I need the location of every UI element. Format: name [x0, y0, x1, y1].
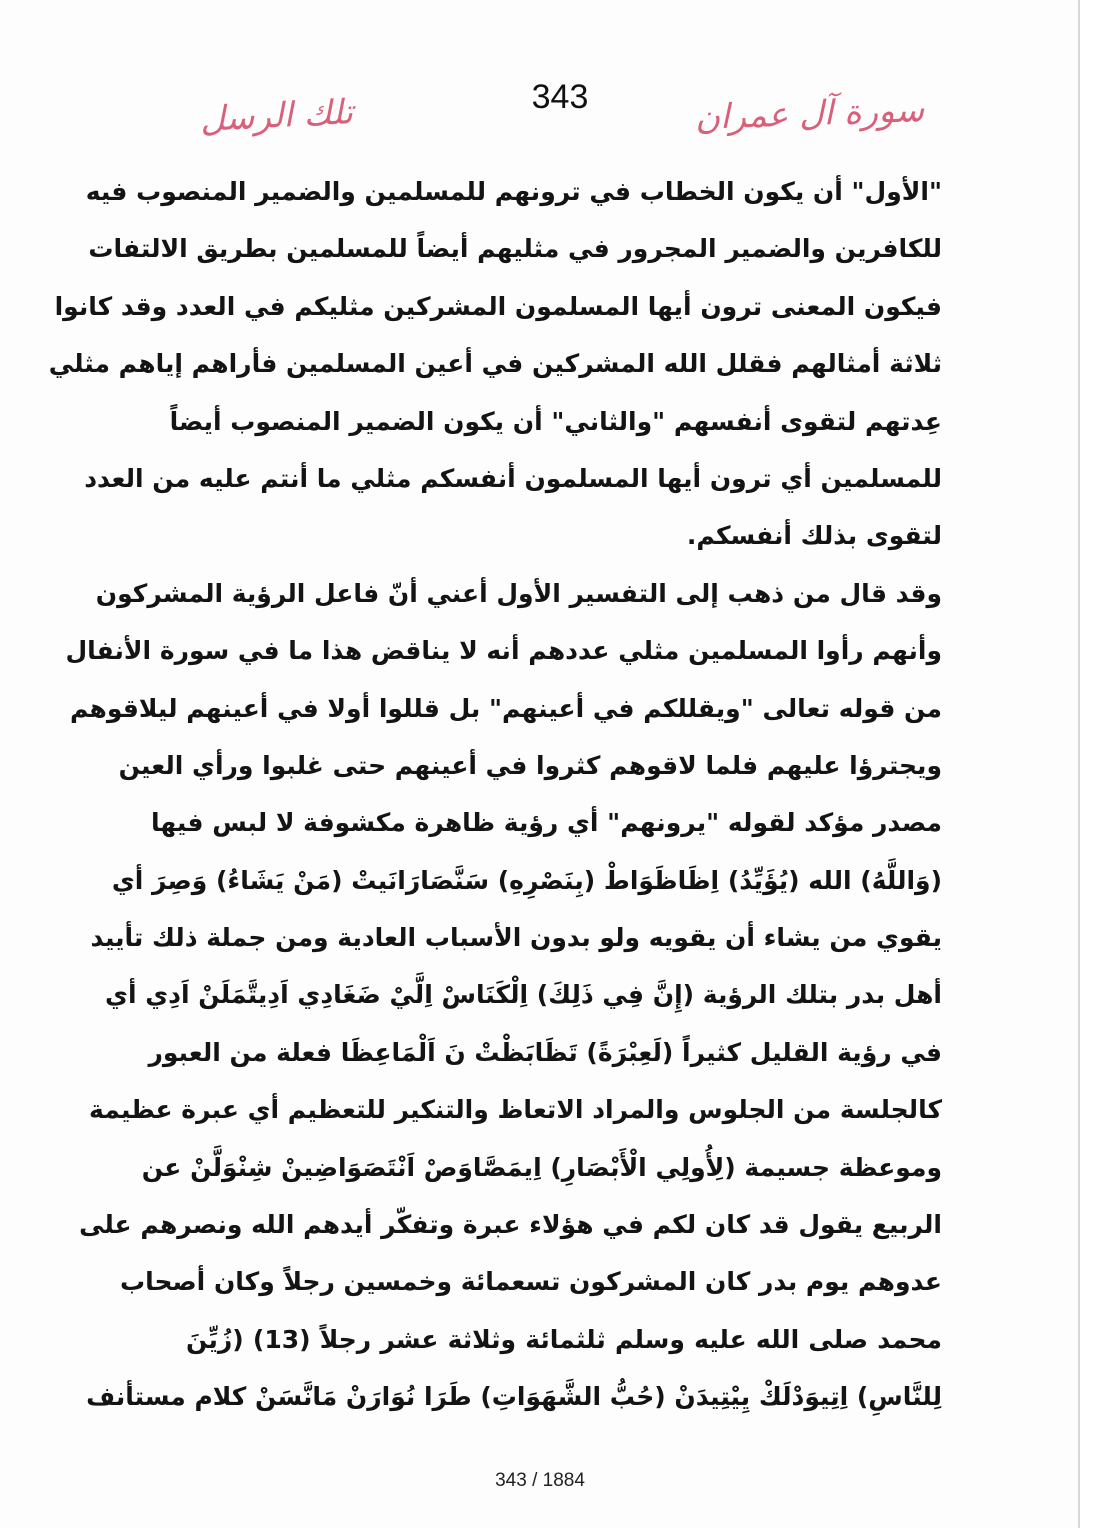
text-line: يقوي من يشاء أن يقويه ولو بدون الأسباب العادية ومن جملة ذلك تأييد	[90, 923, 942, 953]
text-line: وقد قال من ذهب إلى التفسير الأول أعني أنّ فاعل الرؤية المشركون	[95, 578, 942, 608]
text-line: الربيع يقول قد كان لكم في هؤلاء عبرة وتفكّر أيدهم الله ونصرهم على	[79, 1210, 942, 1240]
page-edge	[1078, 0, 1080, 1528]
text-line: للكافرين والضمير المجرور في مثليهم أيضاً للمسلمين بطريق الالتفات	[88, 234, 942, 264]
text-line: محمد صلى الله عليه وسلم ثلثمائة وثلاثة عشر رجلاً (13) (زُيِّنَ	[186, 1324, 942, 1354]
text-line: عِدتهم لتقوى أنفسهم "والثاني" أن يكون الضمير المنصوب أيضاً	[169, 406, 942, 436]
body-text	[48, 163, 942, 1426]
pagination-footer: 343 / 1884	[495, 1470, 585, 1491]
text-line: فيكون المعنى ترون أيها المسلمون المشركين مثليكم في العدد وقد كانوا	[54, 291, 942, 321]
text-line: وموعظة جسيمة (لِأُولِي الْأَبْصَارِ) اِيمَصَّاوَصْ اَنْتَصَوَاضِينْ شِنْوَلَّنْ عن	[141, 1152, 942, 1182]
text-line: للمسلمين أي ترون أيها المسلمون أنفسكم مثلي ما أنتم عليه من العدد	[84, 463, 942, 493]
handwritten-note-left: تلك الرسل	[199, 92, 354, 140]
text-line: (وَاللَّهُ) الله (يُؤَيِّدُ) اِظَاظَوَاطْ (بِنَصْرِهِ) سَنَّصَارَانَيتْ (مَنْ يَشَاءُ) وَصِرَ أي	[111, 865, 942, 895]
text-line: كالجلسة من الجلوس والمراد الاتعاظ والتنكير للتعظيم أي عبرة عظيمة	[89, 1095, 942, 1125]
handwritten-note-right: سورة آل عمران	[694, 90, 925, 138]
text-line: أهل بدر بتلك الرؤية (إِنَّ فِي ذَلِكَ) اِلْكَنَاسْ اِلَّيْ ضَغَادِي اَدِيتَّمَلَنْ اَدِي أي	[105, 980, 942, 1010]
text-line: ويجترؤا عليهم فلما لاقوهم كثروا في أعينهم حتى غلبوا ورأي العين	[118, 750, 942, 780]
text-line: ثلاثة أمثالهم فقلل الله المشركين في أعين المسلمين فأراهم إياهم مثلي	[48, 349, 942, 379]
text-line: مصدر مؤكد لقوله "يرونهم" أي رؤية ظاهرة مكشوفة لا لبس فيها	[151, 808, 942, 838]
page-number: 343	[531, 78, 589, 116]
text-line: في رؤية القليل كثيراً (لَعِبْرَةً) تَظَابَظْتْ نَ اَلْمَاعِظَا فعلة من العبور	[148, 1037, 942, 1067]
text-line: عدوهم يوم بدر كان المشركون تسعمائة وخمسين رجلاً وكان أصحاب	[120, 1267, 942, 1297]
text-line: لتقوى بذلك أنفسكم.	[686, 521, 942, 551]
text-line: لِلنَّاسِ) اِتِيوَدْلَكْ يِيْتِيدَنْ (حُبُّ الشَّهَوَاتِ) طَرَا نُوَارَنْ مَانَّسَنْ كلام مستأنف	[86, 1382, 942, 1412]
text-line: "الأول" أن يكون الخطاب في ترونهم للمسلمين والضمير المنصوب فيه	[85, 177, 942, 206]
text-line: من قوله تعالى "ويقللكم في أعينهم" بل قللوا أولا في أعينهم ليلاقوهم	[69, 693, 942, 723]
text-line: وأنهم رأوا المسلمين مثلي عددهم أنه لا يناقض هذا ما في سورة الأنفال	[65, 636, 942, 666]
